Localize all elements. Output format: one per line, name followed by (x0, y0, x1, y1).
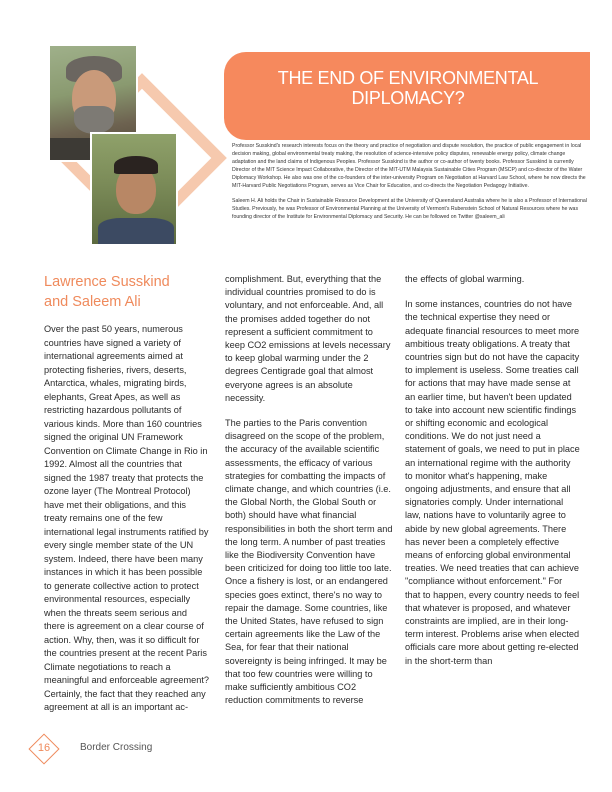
body-column-1 (44, 323, 210, 727)
article-title: THE END OF ENVIRONMENTAL DIPLOMACY? (277, 68, 539, 108)
body-column-2 (225, 273, 395, 720)
bio-susskind: Professor Susskind's research interests focus on the theory and practice of negotiation and dispute resolution, the practice of public engagement in local decision making, global environmental treaty making, the resolution of science-intensive policy disputes, renewable energy policy, climate change adaptation and the land claims of Indigenous Peoples. Professor Susskind is the author or co-author of twenty books. Professor Susskind is currently Director of the MIT Science Impact Collaborative, the Director of the MIT-UTM Malaysia Sustainable Cities Program (MSCP) and co-director of the Water Diplomacy Workshop. He also was one of the co-founders of the inter-university Program on Negotiation at Harvard Law School, where he now directs the MIT-Harvard Public Negotiations Program, serves as Vice Chair for Education, and co-directs the Negotiation Pedagogy Initiative. (232, 143, 586, 190)
body-column-3 (405, 273, 580, 680)
paragraph: In some instances, countries do not have the technical expertise they need or adequate financial resources to meet more ambitious treaty obligations. A treaty that countries sign but do not have the capacity to implement is useless. Some treaties call for actions that may have made sense at an earlier time, but haven't been updated to take into account new scientific findings or shifting economic and ecological conditions. We do not just need a statement of goals, we need to put in place an international regime with the authority to monitor what's happening, make ongoing adjustments, and ensure that all signatories comply. Under international law, nations have to voluntarily agree to abide by new global agreements. There has never been a completely effective means of enforcing global environmental treaties. We need treaties that can achieve "compliance without enforcement." For that to happen, every country needs to feel that whatever is proposed, and whatever constraints are implied, are in their long-term interest. Problems arise when elected officials care more about getting re-elected in the short-term than (405, 299, 580, 666)
paragraph: Over the past 50 years, numerous countries have signed a variety of international agreements aimed at protecting fisheries, rivers, deserts, Antarctica, whales, migrating birds, elephants, Great Apes, as well as restricting hazardous pollutants of various kinds. More than 160 countries signed the original UN Framework Convention on Climate Change in Rio in 1992. Almost all the countries that signed the 1987 treaty that protects the ozone layer (The Montreal Protocol) have met their obligations, and this treaty remains one of the few international legal instruments ratified by every single member state of the UN system. Indeed, there have been many instances in which it has been possible to generate collective action to protect environmental resources, especially when the threats seem serious and there is agreement on a clear course of action. Why, then, was it so difficult for the countries present at the recent Paris Climate negotiations to reach a meaningful and enforceable agreement? Certainly, the fact that they reached any agreement at all is an important ac- (44, 324, 209, 712)
paragraph: The parties to the Paris convention disagreed on the scope of the problem, the accuracy of the available scientific assessments, the efficacy of various strategies for combatting the impacts of climate change, and which countries (i.e. the Global North, the Global South or both) should have what financial responsibilities in both the short term and the long term. A number of past treaties like the Biodiversity Convention have been criticized for doing too little too late. Once a fishery is lost, or an endangered species goes extinct, there's no way to repair the damage. Some countries, like the United States, have refused to sign certain agreements like the Law of the Sea, for fear that their national sovereignty is being infringed. It may be that too few countries were willing to make sufficiently ambitious CO2 reduction commitments to reverse (225, 418, 393, 706)
page-number: 16 (37, 742, 51, 754)
author-byline: Lawrence Susskind and Saleem Ali (44, 274, 170, 310)
author-bios (232, 142, 588, 227)
publication-name: Border Crossing (80, 742, 153, 753)
paragraph: the effects of global warming. (405, 274, 525, 284)
author-photo-ali (90, 132, 178, 246)
paragraph: complishment. But, everything that the individual countries promised to do is voluntary, and not enforceable. And, all the promises added together do not represent a sufficient commitment to keep CO2 emissions at levels necessary to keep global warming under the 2 degrees Centigrade goal that almost everyone agrees is an absolute necessity. (225, 274, 391, 403)
bio-ali: Saleem H. Ali holds the Chair in Sustainable Resource Development at the University of Queensland Australia where he is also a Professor of International Studies. Previously, he was Professor of Environmental Planning at the University of Vermont's Rubenstein School of Natural Resources where he was founding director of the Institute for Environmental Diplomacy and Security. He can be followed on Twitter @saleem_ali (232, 197, 587, 220)
